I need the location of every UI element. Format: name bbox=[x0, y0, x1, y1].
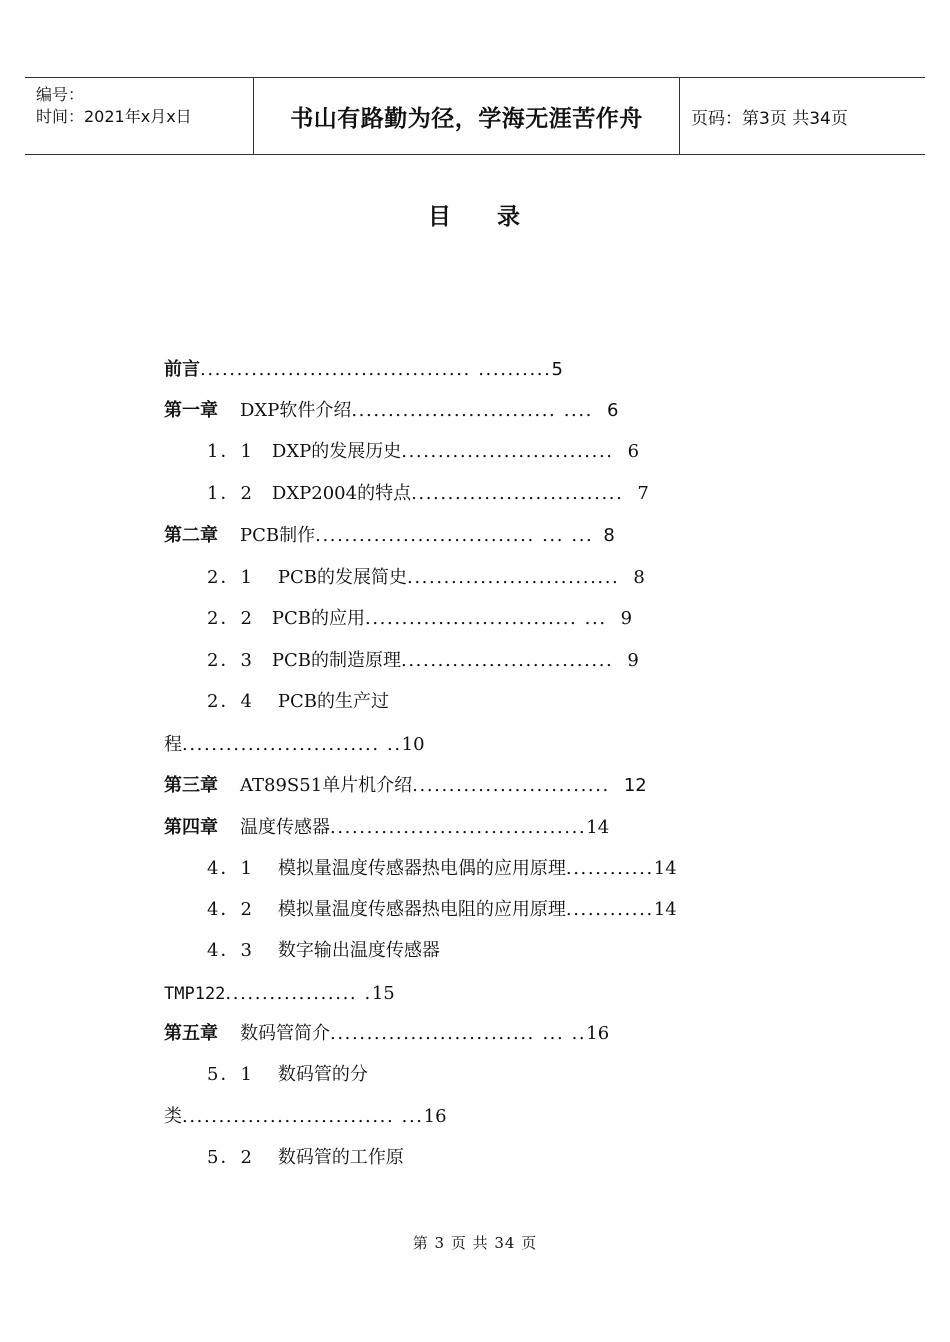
toc-section-num: 4．1 bbox=[207, 858, 254, 879]
toc-label: 数码管的分 bbox=[277, 1064, 368, 1085]
toc-page: 16 bbox=[586, 1023, 610, 1044]
toc-page: 14 bbox=[586, 817, 610, 838]
code-label: 编号： bbox=[36, 85, 85, 104]
toc-page: 12 bbox=[623, 775, 647, 796]
toc-dots: ........................... bbox=[412, 775, 610, 796]
toc-entry-chapter-5[interactable] bbox=[164, 1021, 609, 1047]
toc-entry-chapter-1[interactable] bbox=[164, 398, 618, 424]
toc-entry-5-2[interactable] bbox=[207, 1145, 404, 1171]
toc-section-num: 2．2 bbox=[207, 608, 254, 629]
header-page-info: 页码：第3页 共34页 bbox=[691, 108, 848, 129]
toc-page: 16 bbox=[423, 1106, 447, 1127]
toc-page: 10 bbox=[401, 734, 425, 755]
toc-dots: ............ bbox=[565, 899, 654, 920]
toc-entry-1-1[interactable] bbox=[207, 439, 639, 465]
toc-dots: ............................ ... .. bbox=[330, 1023, 587, 1044]
toc-section-num: 4．2 bbox=[207, 899, 254, 920]
toc-section-num: 4．3 bbox=[207, 940, 254, 961]
toc-dots: .................. . bbox=[225, 983, 372, 1004]
header-motto: 书山有路勤为径，学海无涯苦作舟 bbox=[254, 78, 680, 154]
toc-dots: ............................. bbox=[401, 650, 614, 671]
toc-dots: ............................. bbox=[401, 441, 614, 462]
toc-entry-5-1-cont[interactable] bbox=[164, 1104, 447, 1130]
toc-page: 15 bbox=[371, 983, 395, 1004]
toc-section-num: 2．4 bbox=[207, 691, 254, 712]
toc-label: 数码管简介 bbox=[240, 1023, 330, 1044]
toc-label: PCB的制造原理 bbox=[271, 650, 402, 671]
toc-section-num: 5．1 bbox=[207, 1064, 254, 1085]
toc-chapter-num: 第二章 bbox=[164, 525, 218, 546]
toc-label: PCB的生产过 bbox=[277, 691, 390, 712]
toc-page: 8 bbox=[603, 525, 615, 546]
title-char-1: 目 bbox=[428, 204, 453, 230]
toc-label: DXP2004的特点 bbox=[271, 483, 412, 504]
toc-entry-5-1[interactable] bbox=[207, 1062, 368, 1088]
toc-label: DXP的发展历史 bbox=[271, 441, 402, 462]
toc-label: PCB制作 bbox=[240, 525, 316, 546]
toc-entry-2-3[interactable] bbox=[207, 648, 639, 674]
toc-page: 9 bbox=[620, 608, 633, 629]
toc-entry-chapter-2[interactable] bbox=[164, 523, 615, 549]
toc-page: 5 bbox=[551, 359, 563, 380]
toc-entry-2-2[interactable] bbox=[207, 606, 632, 632]
toc-label: 类 bbox=[164, 1106, 182, 1127]
toc-chapter-num: 第四章 bbox=[164, 817, 218, 838]
toc-dots: ..................................... .......... bbox=[200, 359, 552, 380]
toc-dots: ............................. ... bbox=[182, 1106, 424, 1127]
toc-label: PCB的应用 bbox=[271, 608, 366, 629]
toc-dots: ................................... bbox=[330, 817, 587, 838]
toc-dots: ............................. bbox=[407, 567, 620, 588]
toc-label: 模拟量温度传感器热电阻的应用原理 bbox=[277, 899, 566, 920]
toc-page: 6 bbox=[627, 441, 640, 462]
toc-dots: .............................. ... ... bbox=[315, 525, 594, 546]
toc-section-num: 2．3 bbox=[207, 650, 254, 671]
toc-label: TMP122 bbox=[164, 984, 226, 1004]
toc-entry-4-3[interactable] bbox=[207, 938, 440, 964]
toc-entry-chapter-4[interactable] bbox=[164, 815, 609, 841]
toc-page: 14 bbox=[653, 899, 677, 920]
toc-page: 6 bbox=[606, 400, 619, 421]
toc-dots: ........................... .. bbox=[182, 734, 402, 755]
toc-chapter-num: 第三章 bbox=[164, 775, 218, 796]
toc-title bbox=[0, 198, 950, 231]
toc-dots: ............ bbox=[565, 858, 654, 879]
toc-label: 前言 bbox=[164, 359, 200, 380]
header-meta bbox=[25, 78, 254, 154]
toc-entry-4-2[interactable] bbox=[207, 897, 677, 923]
toc-dots: ............................. ... bbox=[365, 608, 607, 629]
toc-entry-4-1[interactable] bbox=[207, 856, 677, 882]
toc-section-num: 2．1 bbox=[207, 567, 254, 588]
date-label: 时间：2021年x月x日 bbox=[36, 107, 192, 126]
page-footer: 第 3 页 共 34 页 bbox=[412, 1234, 538, 1252]
toc-page: 9 bbox=[627, 650, 639, 671]
toc-chapter-num: 第一章 bbox=[164, 400, 218, 421]
toc-dots: ............................. bbox=[411, 483, 624, 504]
toc-entry-preface[interactable] bbox=[164, 357, 563, 383]
toc-entry-1-2[interactable] bbox=[207, 481, 649, 507]
toc-entry-2-4-cont[interactable] bbox=[164, 732, 425, 758]
toc-section-num: 1．1 bbox=[207, 441, 254, 462]
toc-chapter-num: 第五章 bbox=[164, 1023, 218, 1044]
toc-section-num: 1．2 bbox=[207, 483, 254, 504]
toc-label: 温度传感器 bbox=[240, 817, 330, 838]
toc-page: 7 bbox=[637, 483, 649, 504]
toc-entry-chapter-3[interactable] bbox=[164, 773, 647, 799]
toc-page: 8 bbox=[633, 567, 645, 588]
toc-page: 14 bbox=[653, 858, 677, 879]
toc-label: 程 bbox=[164, 734, 182, 755]
page-header bbox=[25, 77, 925, 155]
title-char-2: 录 bbox=[497, 204, 522, 230]
toc-entry-2-4[interactable] bbox=[207, 689, 389, 715]
toc-label: AT89S51单片机介绍 bbox=[240, 775, 413, 796]
toc-section-num: 5．2 bbox=[207, 1147, 254, 1168]
toc-dots: ............................ .... bbox=[351, 400, 593, 421]
toc-label: 模拟量温度传感器热电偶的应用原理 bbox=[277, 858, 566, 879]
toc-label: PCB的发展简史 bbox=[277, 567, 408, 588]
toc-entry-2-1[interactable] bbox=[207, 565, 645, 591]
toc-label: 数字输出温度传感器 bbox=[277, 940, 440, 961]
toc-label: 数码管的工作原 bbox=[277, 1147, 404, 1168]
toc-entry-4-3-cont[interactable] bbox=[164, 981, 395, 1007]
toc-label: DXP软件介绍 bbox=[240, 400, 352, 421]
